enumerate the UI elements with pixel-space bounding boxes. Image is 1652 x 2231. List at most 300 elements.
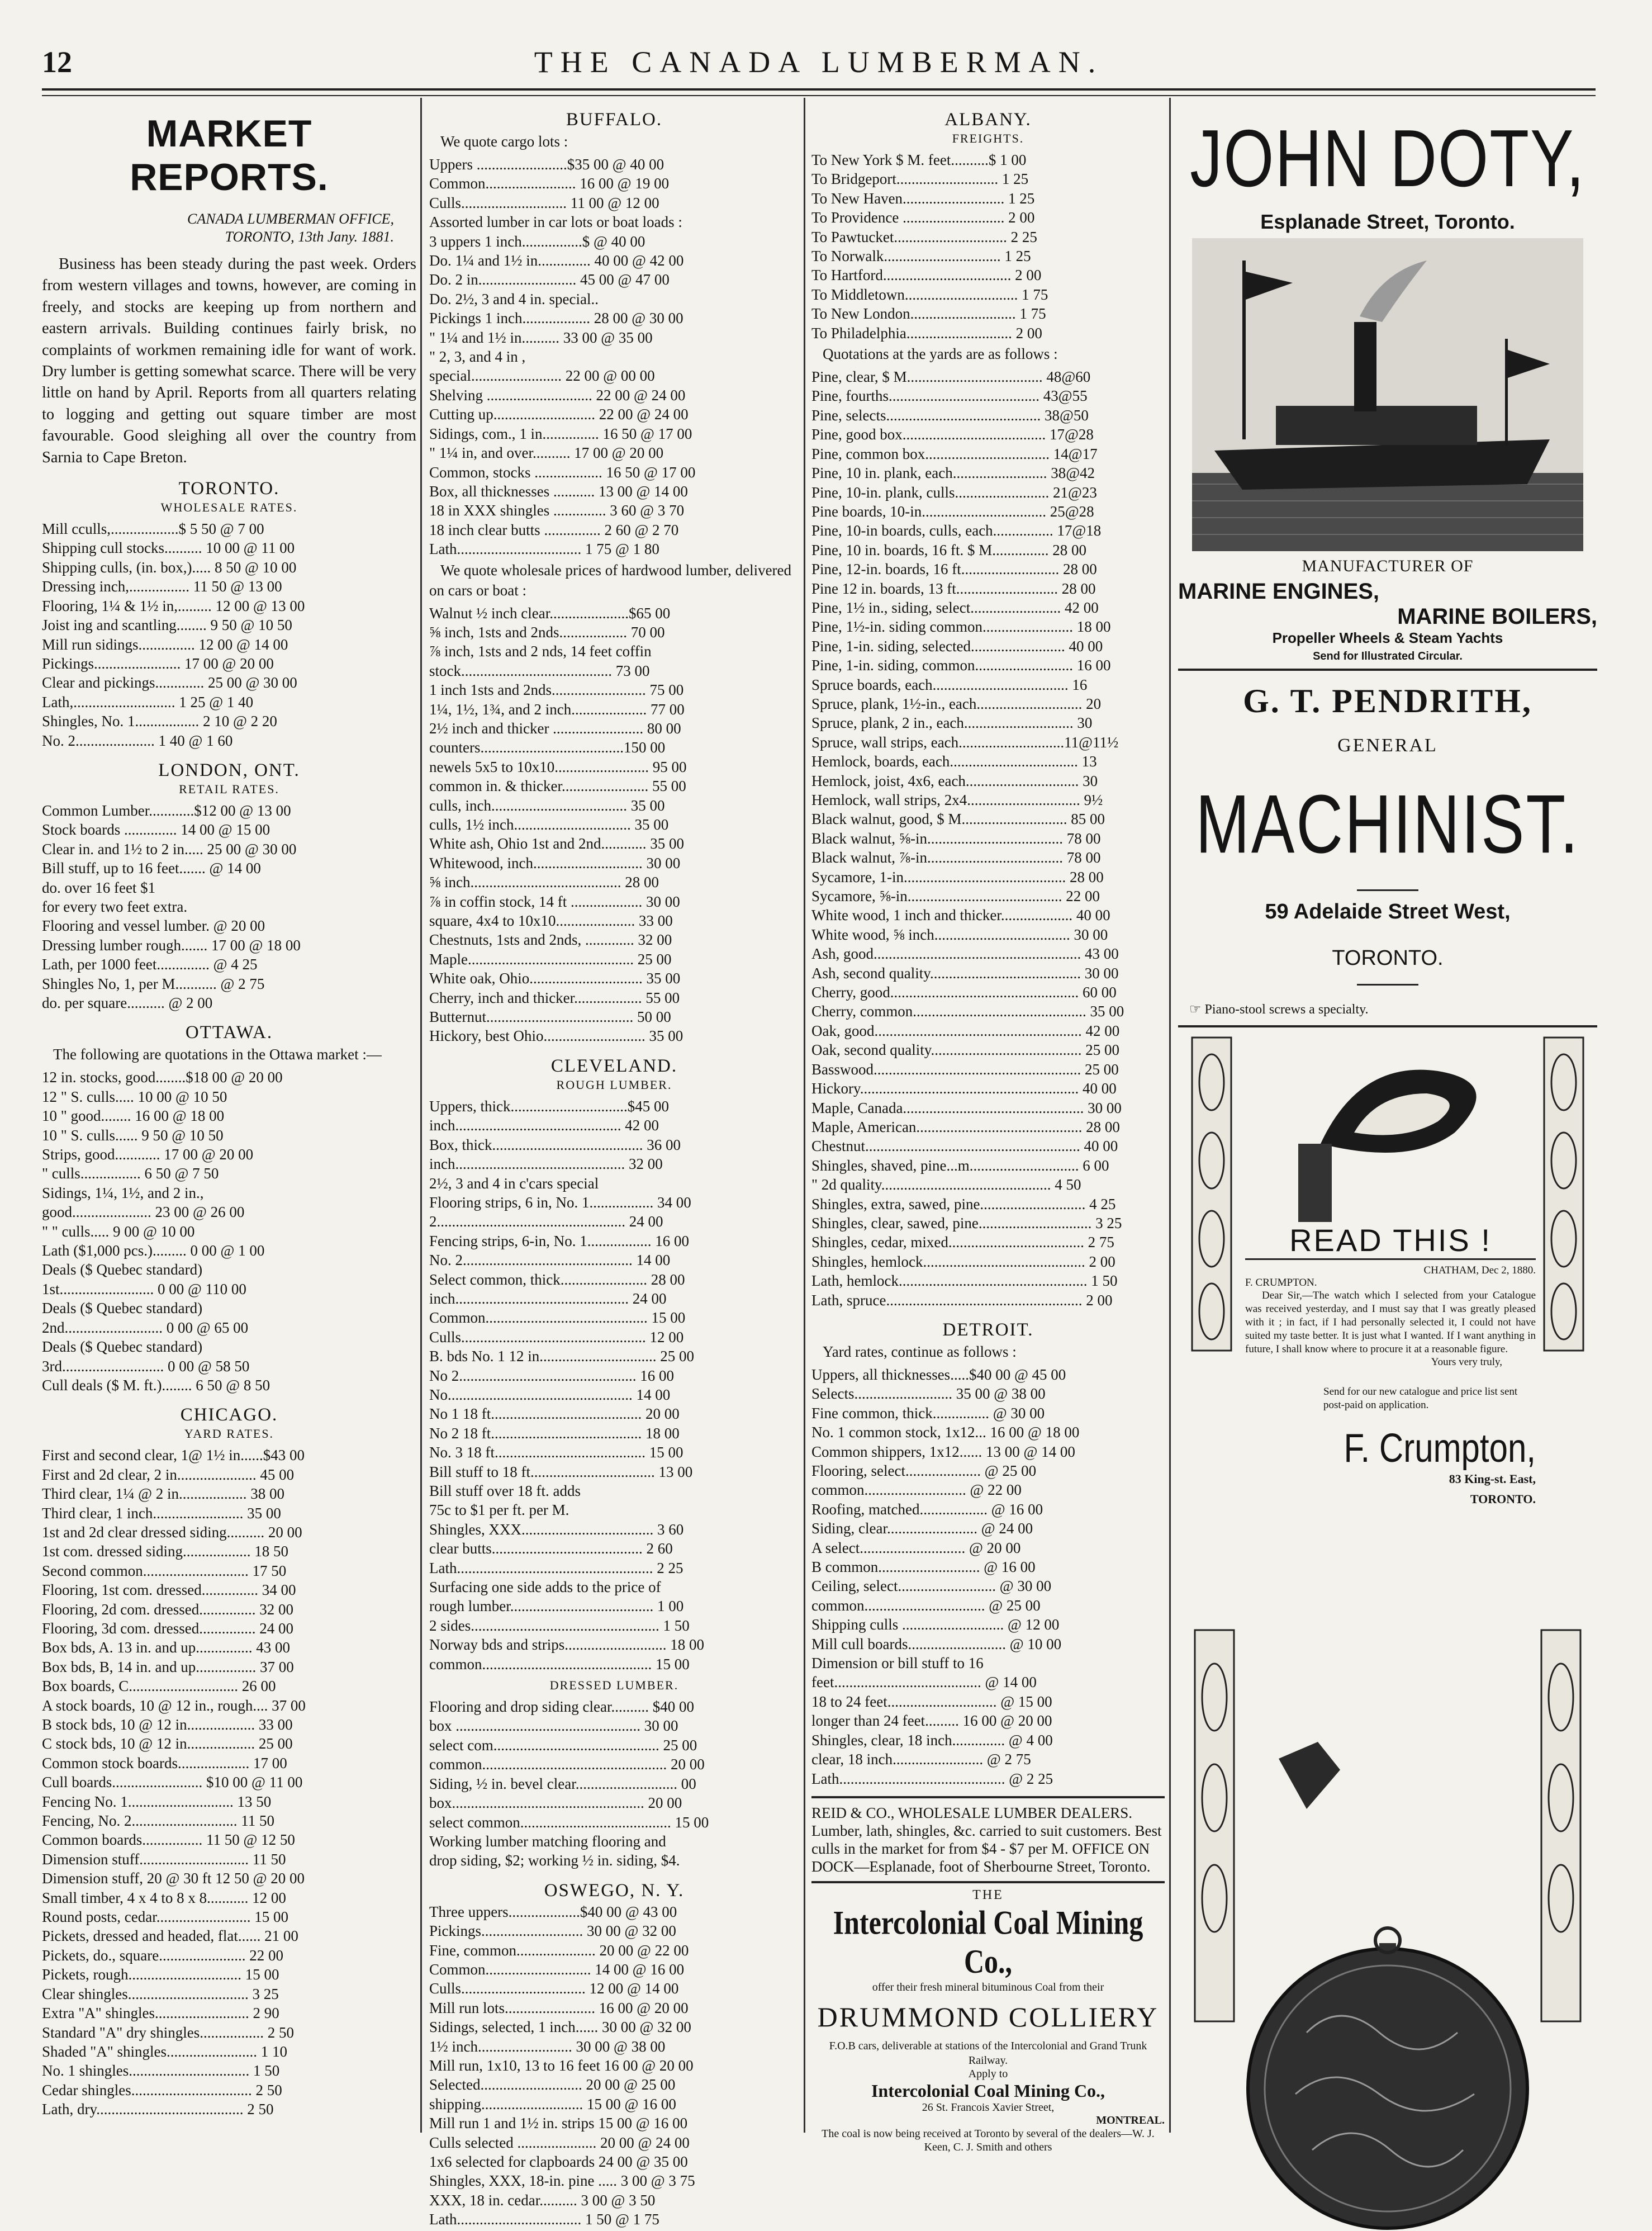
price-row: Fencing strips, 6-in, No. 1................. 16 00 — [429, 1232, 689, 1249]
price-row: Shingles, No. 1................. 2 10 @ 2 20 — [42, 713, 277, 730]
price-row: Extra "A" shingles......................... 2 90 — [42, 2005, 279, 2022]
price-row: Roofing, matched.................. @ 16 00 — [811, 1500, 1043, 1518]
price-row: do. per square.......... @ 2 00 — [42, 994, 213, 1011]
price-row: Common boards................ 11 50 @ 12 50 — [42, 1831, 295, 1849]
price-row: Pine, 10-in. plank, culls......................... 21@23 — [811, 484, 1097, 501]
price-row: A select............................ @ 20 00 — [811, 1539, 1021, 1556]
price-row: ⅞ inch, 1sts and 2 nds, 14 feet coffin — [429, 643, 652, 660]
toronto-rates — [42, 519, 416, 750]
price-row: common........................... @ 22 00 — [811, 1481, 1022, 1499]
price-row: " 2d quality............................................. 4 50 — [811, 1176, 1081, 1193]
price-row: Standard "A" dry shingles................. 2 50 — [42, 2024, 295, 2041]
price-row: 1st com. dressed siding.................. 18 50 — [42, 1543, 288, 1560]
price-row: common................................................. 20 00 — [429, 1756, 705, 1773]
price-row: Surfacing one side adds to the price of — [429, 1579, 661, 1596]
coal-advertisement: THE Intercolonial Coal Mining Co., offer their fresh mineral bituminous Coal from their DRUMMOND COLLIERY F.O.B cars, deliverable at stations of the Intercolonial and Grand Trunk Railway. Apply to Intercolonial Coal Mining Co., 26 St. Francois Xavier Street, MONTREAL. The coal is now being received at Toronto by several of the dealers—W. J. Keen, C. J. Smith and others — [811, 1888, 1165, 2154]
price-row: Shingles, XXX................................... 3 60 — [429, 1521, 684, 1538]
price-row: common................................ @ 25 00 — [811, 1597, 1041, 1614]
price-row: Lath, dry....................................... 2 50 — [42, 2101, 274, 2118]
price-row: Bill stuff to 18 ft................................. 13 00 — [429, 1463, 693, 1480]
price-row: Deals ($ Quebec standard) — [42, 1300, 203, 1317]
price-row: White oak, Ohio.............................. 35 00 — [429, 970, 681, 987]
price-row: inch............................................ 42 00 — [429, 1117, 659, 1134]
price-row: Dimension stuff, 20 @ 30 ft 12 50 @ 20 00 — [42, 1870, 305, 1887]
crumpton-name: F. Crumpton, — [1344, 1425, 1536, 1471]
price-row: To Providence ........................... 2 00 — [811, 209, 1035, 226]
price-row: Black walnut, good, $ M............................ 85 00 — [811, 811, 1105, 828]
price-row: Ceiling, select.......................... @ 30 00 — [811, 1578, 1052, 1595]
price-row: Culls............................ 11 00 @ 12 00 — [429, 194, 659, 211]
price-row: 3 uppers 1 inch................$ @ 40 00 — [429, 233, 645, 250]
price-row: inch.............................................. 24 00 — [429, 1290, 667, 1307]
price-row: Selected........................... 20 00 @ 25 00 — [429, 2076, 676, 2093]
price-row: Pickings........................... 30 00 @ 32 00 — [429, 1922, 676, 1940]
price-row: Cedar shingles................................ 2 50 — [42, 2081, 282, 2099]
price-row: " 1¼ in, and over.......... 17 00 @ 20 00 — [429, 444, 664, 462]
price-row: 18 in XXX shingles .............. 3 60 @ 3 70 — [429, 502, 685, 519]
price-row: Round posts, cedar......................... 15 00 — [42, 1908, 288, 1926]
price-row: Dressing lumber rough....... 17 00 @ 18 00 — [42, 936, 301, 954]
price-row: Sidings, selected, 1 inch...... 30 00 @ 32 00 — [429, 2019, 691, 2036]
price-row: 2½ inch and thicker ........................ 80 00 — [429, 719, 681, 737]
price-row: Maple, American............................................ 28 00 — [811, 1118, 1120, 1135]
price-row: To Bridgeport........................... 1 25 — [811, 170, 1029, 188]
price-row: 2½, 3 and 4 in c'cars special — [429, 1174, 599, 1192]
price-row: Black walnut, ⅞-in.................................... 78 00 — [811, 849, 1101, 866]
divider — [811, 1796, 1165, 1798]
price-row: Pine, 10 in. plank, each......................... 38@42 — [811, 465, 1095, 482]
price-row: No................................................. 14 00 — [429, 1386, 671, 1403]
price-row: Norway bds and strips........................... 18 00 — [429, 1636, 704, 1654]
column-rule — [420, 98, 422, 2133]
price-row: White wood, ⅝ inch.................................... 30 00 — [811, 926, 1108, 943]
price-row: Spruce, wall strips, each............................11@11½ — [811, 733, 1119, 751]
price-row: Lath, spruce.................................................... 2 00 — [811, 1291, 1113, 1309]
albany-heading: ALBANY. — [944, 110, 1032, 130]
price-row: 12 in. stocks, good........$18 00 @ 20 00 — [42, 1069, 283, 1086]
buffalo-heading: BUFFALO. — [566, 110, 663, 130]
price-row: counters......................................150 00 — [429, 739, 666, 756]
oswego-heading: OSWEGO, N. Y. — [544, 1880, 685, 1901]
price-row: Fencing, No. 2............................ 11 50 — [42, 1812, 274, 1830]
cleveland-heading: CLEVELAND. — [550, 1055, 678, 1076]
price-row: Pine, selects......................................... 38@50 — [811, 406, 1089, 424]
pendrith-name: G. T. PENDRITH, — [1243, 683, 1532, 719]
doty-name: JOHN DOTY, — [1190, 112, 1585, 204]
price-row: To New Haven........................... 1 25 — [811, 190, 1035, 207]
price-row: Mill cculls,..................$ 5 50 @ 7 00 — [42, 520, 264, 538]
price-row: " " culls..... 9 00 @ 10 00 — [42, 1223, 195, 1240]
price-row: Cull boards........................ $10 00 @ 11 00 — [42, 1774, 303, 1791]
price-row: ⅝ inch........................................ 28 00 — [429, 874, 659, 891]
price-row: Bill stuff over 18 ft. adds — [429, 1482, 581, 1499]
price-row: Shingles, clear, 18 inch.............. @ 4 00 — [811, 1731, 1053, 1749]
price-row: Shingles, extra, sawed, pine............................ 4 25 — [811, 1195, 1116, 1212]
price-row: rough lumber...................................... 1 00 — [429, 1598, 684, 1615]
price-row: Pickings 1 inch.................. 28 00 @ 30 00 — [429, 310, 683, 327]
london-subheading: RETAIL RATES. — [179, 781, 279, 796]
toronto-heading: TORONTO. — [178, 479, 280, 499]
price-row: Dimension stuff............................. 11 50 — [42, 1850, 286, 1868]
price-row: Joist ing and scantling........ 9 50 @ 10 50 — [42, 617, 292, 634]
price-row: Fine common, thick............... @ 30 00 — [811, 1404, 1045, 1422]
detroit-intro: Yard rates, continue as follows : — [823, 1343, 1017, 1360]
price-row: Pickets, rough.............................. 15 00 — [42, 1966, 279, 1983]
price-row: Flooring and drop siding clear.......... $40 00 — [429, 1698, 694, 1716]
price-row: shipping........................... 15 00 @ 16 00 — [429, 2095, 676, 2112]
price-row: 1x6 selected for clapboards 24 00 @ 35 00 — [429, 2153, 688, 2170]
price-row: Flooring, 2d com. dressed............... 32 00 — [42, 1600, 293, 1618]
price-row: good..................... 23 00 @ 26 00 — [42, 1204, 245, 1221]
price-row: No. 2..................... 1 40 @ 1 60 — [42, 732, 233, 749]
price-row: Mill cull boards.......................... @ 10 00 — [811, 1635, 1062, 1652]
price-row: Flooring, 1¼ & 1½ in,......... 12 00 @ 13 00 — [42, 597, 305, 614]
price-row: common in. & thicker....................... 55 00 — [429, 778, 686, 795]
price-row: Oak, good....................................................... 42 00 — [811, 1022, 1120, 1039]
price-row: Pine boards, 10-in................................. 25@28 — [811, 503, 1094, 520]
price-row: 10 " S. culls...... 9 50 @ 10 50 — [42, 1126, 224, 1144]
price-row: select com............................................ 25 00 — [429, 1736, 697, 1754]
price-row: Box, all thicknesses ........... 13 00 @ 14 00 — [429, 482, 688, 500]
price-row: Mill run lots........................ 16 00 @ 20 00 — [429, 1999, 689, 2016]
price-row: Mill run, 1x10, 13 to 16 feet 16 00 @ 20 00 — [429, 2057, 694, 2074]
price-row: Shipping culls, (in. box,)..... 8 50 @ 10 00 — [42, 558, 297, 576]
price-row: Culls................................. 12 00 @ 14 00 — [429, 1980, 679, 1997]
reid-advertisement: REID & CO., WHOLESALE LUMBER DEALERS. Lumber, lath, shingles, &c. carried to suit customers. Best culls in the market for from $4 - $7 per M. OFFICE ON DOCK—Esplanade, foot of Sherbourne Street, Toronto. — [811, 1804, 1162, 1875]
detroit-rates — [811, 1365, 1165, 1788]
price-row: Shingles No, 1, per M........... @ 2 75 — [42, 975, 265, 992]
cleveland-dressed-rates — [429, 1697, 799, 1870]
price-row: Three uppers...................$40 00 @ 43 00 — [429, 1903, 677, 1920]
price-row: 2nd.......................... 0 00 @ 65 00 — [42, 1319, 249, 1336]
price-row: common............................................. 15 00 — [429, 1655, 690, 1673]
pendrith-advertisement: G. T. PENDRITH, GENERAL MACHINIST. 59 Adelaide Street West, TORONTO. ☞ Piano-stool screws a specialty. — [1178, 682, 1597, 1017]
price-row: Sidings, 1¼, 1½, and 2 in., — [42, 1184, 204, 1201]
price-row: B. bds No. 1 12 in............................... 25 00 — [429, 1348, 695, 1365]
price-row: Lath,........................... 1 25 @ 1 40 — [42, 693, 254, 710]
testimonial-letter: Dear Sir,—The watch which I selected from your Catalogue was received yesterday, and I must say that I was greatly pleased with it ; in fact, if I had personally selected it, I could not have suited my taste better. It is just what I wanted. If I want anything in future, I shall know where to procure it at a reasonable figure. — [1245, 1290, 1536, 1355]
price-row: Lath................................. 1 50 @ 1 75 — [429, 2211, 659, 2228]
price-row: Deals ($ Quebec standard) — [42, 1338, 203, 1356]
price-row: Third clear, 1 inch........................ 35 00 — [42, 1504, 281, 1522]
price-row: Sycamore, ⅝-in......................................... 22 00 — [811, 888, 1100, 905]
price-row: Pickings....................... 17 00 @ 20 00 — [42, 655, 274, 672]
price-row: Mill run sidings............... 12 00 @ 14 00 — [42, 636, 288, 653]
price-row: Siding, clear........................ @ 24 00 — [811, 1520, 1033, 1537]
price-row: Hickory, best Ohio........................... 35 00 — [429, 1027, 683, 1045]
price-row: Box bds, A. 13 in. and up............... 43 00 — [42, 1639, 291, 1656]
price-row: White wood, 1 inch and thicker................... 40 00 — [811, 907, 1110, 924]
ottawa-rates — [42, 1068, 416, 1395]
detroit-heading: DETROIT. — [942, 1319, 1034, 1340]
price-row: 18 inch clear butts ............... 2 60 @ 2 70 — [429, 521, 679, 538]
price-row: inch............................................. 32 00 — [429, 1155, 663, 1173]
price-row: Stock boards .............. 14 00 @ 15 00 — [42, 821, 270, 839]
price-row: Pine, clear, $ M.................................... 48@60 — [811, 368, 1091, 386]
price-row: Hemlock, wall strips, 2x4.............................. 9½ — [811, 792, 1103, 808]
price-row: Chestnuts, 1sts and 2nds, ............. 32 00 — [429, 931, 672, 949]
price-row: Uppers ........................$35 00 @ 40 00 — [429, 156, 664, 173]
price-row: To Middletown.............................. 1 75 — [811, 286, 1048, 303]
column-1 — [42, 106, 416, 2124]
cleveland-rates — [429, 1097, 799, 1674]
price-row: No 2 18 ft........................................ 18 00 — [429, 1424, 680, 1442]
market-reports-title: MARKET REPORTS. — [130, 112, 329, 198]
price-row: Shipping cull stocks.......... 10 00 @ 11 00 — [42, 539, 295, 557]
price-row: Whitewood, inch............................. 30 00 — [429, 854, 681, 871]
price-row: Maple............................................ 25 00 — [429, 950, 672, 968]
albany-quotations-intro: Quotations at the yards are as follows : — [823, 345, 1058, 363]
price-row: No. 1 shingles................................ 1 50 — [42, 2062, 280, 2080]
price-row: To New York $ M. feet..........$ 1 00 — [811, 151, 1027, 168]
price-row: Cull deals ($ M. ft.)........ 6 50 @ 8 50 — [42, 1376, 270, 1394]
price-row: clear butts........................................ 2 60 — [429, 1540, 673, 1557]
price-row: Pickets, do., square....................... 22 00 — [42, 1946, 283, 1964]
price-row: Pine, 10-in boards, culls, each................ 17@18 — [811, 522, 1102, 539]
price-row: Mill run 1 and 1½ in. strips 15 00 @ 16 00 — [429, 2115, 688, 2132]
price-row: Do. 1¼ and 1½ in.............. 40 00 @ 42 00 — [429, 252, 684, 269]
price-row: No 1 18 ft........................................ 20 00 — [429, 1405, 680, 1423]
price-row: Shingles, hemlock........................................... 2 00 — [811, 1253, 1115, 1270]
albany-subheading: FREIGHTS. — [952, 131, 1024, 145]
price-row: Oak, second quality........................................ 25 00 — [811, 1041, 1119, 1059]
price-row: Shelving ............................ 22 00 @ 24 00 — [429, 386, 686, 404]
price-row: Working lumber matching flooring and — [429, 1832, 666, 1850]
price-row: select common........................................ 15 00 — [429, 1813, 709, 1831]
price-row: Do. 2½, 3 and 4 in. special.. — [429, 290, 599, 307]
price-row: Common........................ 16 00 @ 19 00 — [429, 175, 670, 192]
price-row: No. 2............................................. 14 00 — [429, 1252, 671, 1269]
price-row: Shaded "A" shingles........................ 1 10 — [42, 2043, 288, 2060]
cleveland-subheading: ROUGH LUMBER. — [556, 1077, 672, 1092]
price-row: Pine, 12-in. boards, 16 ft.......................... 28 00 — [811, 561, 1097, 578]
price-row: clear, 18 inch........................ @ 2 75 — [811, 1751, 1031, 1768]
price-row: 1st and 2d clear dressed siding.......... 20 00 — [42, 1523, 302, 1541]
steamboat-illustration — [1191, 238, 1584, 551]
chicago-heading: CHICAGO. — [180, 1405, 278, 1425]
page-number: 12 — [42, 45, 72, 79]
price-row: Black walnut, ⅝-in.................................... 78 00 — [811, 830, 1101, 847]
price-row: Lath, hemlock.................................................. 1 50 — [811, 1272, 1118, 1290]
price-row: newels 5x5 to 10x10......................... 95 00 — [429, 758, 687, 775]
column-2 — [429, 106, 799, 2228]
price-row: To Philadelphia............................ 2 00 — [811, 324, 1042, 342]
price-row: To Hartford.................................. 2 00 — [811, 267, 1042, 284]
price-row: Flooring, 3d com. dressed............... 24 00 — [42, 1619, 293, 1637]
price-row: 1½ inch......................... 30 00 @ 38 00 — [429, 2038, 666, 2055]
price-row: Flooring, select.................... @ 25 00 — [811, 1462, 1037, 1479]
price-row: Spruce, plank, 2 in., each............................. 30 — [811, 714, 1093, 732]
price-row: Pine, common box................................. 14@17 — [811, 445, 1098, 462]
price-row: Sycamore, 1-in........................................... 28 00 — [811, 868, 1104, 885]
london-rates — [42, 801, 416, 1012]
price-row: B stock bds, 10 @ 12 in.................. 33 00 — [42, 1716, 293, 1733]
price-row: Box bds, B, 14 in. and up................ 37 00 — [42, 1658, 294, 1675]
price-row: 75c to $1 per ft. per M. — [429, 1501, 569, 1519]
price-row: Pine, good box...................................... 17@28 — [811, 426, 1094, 443]
price-row: First and second clear, 1@ 1½ in......$43 00 — [42, 1447, 305, 1464]
price-row: Clear and pickings............. 25 00 @ 30 00 — [42, 674, 297, 691]
price-row: Selects.......................... 35 00 @ 38 00 — [811, 1385, 1046, 1403]
price-row: Assorted lumber in car lots or boat loads : — [429, 214, 682, 231]
price-row: culls, inch.................................... 35 00 — [429, 797, 665, 814]
price-row: Cutting up........................... 22 00 @ 24 00 — [429, 406, 689, 423]
price-row: 2.................................................. 24 00 — [429, 1213, 663, 1230]
price-row: Cherry, inch and thicker.................. 55 00 — [429, 989, 680, 1006]
colliery-name: DRUMMOND COLLIERY — [817, 2001, 1159, 2033]
price-row: Do. 2 in.......................... 45 00 @ 47 00 — [429, 271, 670, 288]
column-rule — [804, 98, 805, 2133]
ottawa-heading: OTTAWA. — [185, 1022, 273, 1043]
price-row: Common............................ 14 00 @ 16 00 — [429, 1960, 685, 1978]
masthead: THE CANADA LUMBERMAN. — [534, 45, 1104, 79]
price-row: 3rd........................... 0 00 @ 58 50 — [42, 1357, 250, 1375]
price-row: " 1¼ and 1½ in.......... 33 00 @ 35 00 — [429, 329, 653, 346]
price-row: Clear in. and 1½ to 2 in..... 25 00 @ 30 00 — [42, 840, 297, 858]
price-row: White ash, Ohio 1st and 2nd............ 35 00 — [429, 835, 684, 852]
price-row: To Norwalk............................... 1 25 — [811, 248, 1031, 265]
price-row: Select common, thick....................... 28 00 — [429, 1271, 685, 1288]
price-row: Lath.................................................... 2 25 — [429, 1559, 683, 1576]
price-row: Chestnut......................................................... 40 00 — [811, 1138, 1118, 1155]
price-row: Pine, 1-in. siding, selected......................... 40 00 — [811, 637, 1103, 655]
price-row: Spruce, plank, 1½-in., each............................ 20 — [811, 695, 1102, 712]
price-row: Flooring and vessel lumber. @ 20 00 — [42, 917, 265, 935]
price-row: Ash, good....................................................... 43 00 — [811, 945, 1119, 963]
price-row: Pine, 1½ in., siding, select........................ 42 00 — [811, 599, 1099, 616]
price-row: Dressing inch,................ 11 50 @ 13 00 — [42, 578, 282, 595]
price-row: for every two feet extra. — [42, 898, 188, 915]
ottawa-intro: The following are quotations in the Ottawa market :— — [53, 1046, 382, 1063]
crumpton-advertisement: READ THIS ! CHATHAM, Dec 2, 1880. F. CRUMPTON. Dear Sir,—The watch which I selected from your Catalogue was received yesterday, and I must say that I was greatly pleased with it ; in fact, if I had personally selected it, I could not have suited my taste better. It is just what I wanted. If I want anything in future, I shall know where to procure it at a reasonable figure. Yours very truly, Send for our new catalogue and price list sent post-paid on application. F. Crumpton, 83 King-st. East, TORONTO. — [1178, 1038, 1597, 2228]
price-row: drop siding, $2; working ½ in. siding, $4. — [429, 1852, 680, 1869]
price-row: Hemlock, joist, 4x6, each.............................. 30 — [811, 772, 1098, 789]
buffalo-rates — [429, 155, 799, 559]
column-4-ads — [1178, 106, 1597, 2124]
oswego-rates — [429, 1902, 799, 2229]
price-row: ⅞ in coffin stock, 14 ft ................... 30 00 — [429, 893, 680, 910]
price-row: Strips, good............ 17 00 @ 20 00 — [42, 1146, 254, 1163]
doty-advertisement: JOHN DOTY, Esplanade Street, Toronto. MANUFACTURER OF MARINE ENGINES, MARINE BOILERS, Propeller Wheels & Steam Yachts Send for Illustrated Circular. — [1178, 121, 1597, 663]
price-row: Common stock boards................... 17 00 — [42, 1754, 287, 1771]
buffalo-hardwood-rates — [429, 604, 799, 1046]
buffalo-intro: We quote cargo lots : — [440, 133, 568, 150]
price-row: Small timber, 4 x 4 to 8 x 8........... 12 00 — [42, 1889, 286, 1906]
price-row: Clear shingles................................ 3 25 — [42, 1985, 279, 2002]
price-row: Common shippers, 1x12...... 13 00 @ 14 00 — [811, 1443, 1075, 1460]
price-row: box................................................... 20 00 — [429, 1794, 682, 1812]
price-row: square, 4x4 to 10x10..................... 33 00 — [429, 912, 673, 930]
price-row: Lath............................................ @ 2 25 — [811, 1770, 1053, 1787]
price-row: 2 sides.................................................. 1 50 — [429, 1617, 690, 1634]
price-row: To New London............................ 1 75 — [811, 305, 1046, 323]
price-row: Common, stocks .................. 16 50 @ 17 00 — [429, 463, 696, 481]
price-row: Common Lumber............$12 00 @ 13 00 — [42, 802, 291, 819]
price-row: Pine, fourths........................................ 43@55 — [811, 387, 1088, 405]
price-row: Third clear, 1¼ @ 2 in.................. 38 00 — [42, 1485, 284, 1503]
price-row: ⅝ inch, 1sts and 2nds.................. 70 00 — [429, 623, 665, 641]
price-row: culls, 1½ inch............................... 35 00 — [429, 816, 669, 833]
price-row: 1¼, 1½, 1¾, and 2 inch.................... 77 00 — [429, 700, 685, 718]
price-row: 1 inch 1sts and 2nds......................... 75 00 — [429, 681, 684, 699]
price-row: Siding, ½ in. bevel clear........................... 00 — [429, 1775, 696, 1792]
price-row: No. 3 18 ft........................................ 15 00 — [429, 1444, 683, 1461]
price-row: Culls selected ..................... 20 00 @ 24 00 — [429, 2134, 690, 2151]
price-row: Pickets, dressed and headed, flat...... 21 00 — [42, 1927, 298, 1945]
price-row: To Pawtucket.............................. 2 25 — [811, 228, 1037, 245]
chicago-rates — [42, 1446, 416, 2119]
price-row: Cherry, good.................................................. 60 00 — [811, 984, 1117, 1001]
albany-rates — [811, 367, 1165, 1310]
price-row: Walnut ½ inch clear.....................$65 00 — [429, 604, 671, 622]
price-row: Ash, second quality........................................ 30 00 — [811, 964, 1119, 982]
price-row: Culls................................................. 12 00 — [429, 1328, 684, 1346]
price-row: special........................ 22 00 @ 00 00 — [429, 367, 655, 385]
price-row: Dimension or bill stuff to 16 — [811, 1655, 984, 1672]
price-row: B common........................... @ 16 00 — [811, 1559, 1036, 1576]
price-row: 1st......................... 0 00 @ 110 00 — [42, 1280, 246, 1297]
price-row: A stock boards, 10 @ 12 in., rough.... 37 00 — [42, 1697, 306, 1714]
price-row: Common........................................... 15 00 — [429, 1309, 686, 1327]
price-row: XXX, 18 in. cedar.......... 3 00 @ 3 50 — [429, 2191, 656, 2209]
price-row: stock........................................ 73 00 — [429, 662, 650, 679]
price-row: " 2, 3, and 4 in , — [429, 348, 526, 366]
price-row: Deals ($ Quebec standard) — [42, 1261, 203, 1278]
price-row: longer than 24 feet......... 16 00 @ 20 00 — [811, 1712, 1052, 1730]
chicago-subheading: YARD RATES. — [184, 1427, 274, 1441]
page-header — [42, 39, 1596, 89]
price-row: Bill stuff, up to 16 feet....... @ 14 00 — [42, 860, 261, 877]
price-row: Pine, 1½-in. siding common........................ 18 00 — [811, 618, 1111, 636]
london-heading: LONDON, ONT. — [158, 760, 300, 780]
price-row: Lath ($1,000 pcs.)......... 0 00 @ 1 00 — [42, 1242, 265, 1259]
price-row: No 2............................................... 16 00 — [429, 1367, 674, 1384]
price-row: Basswood....................................................... 25 00 — [811, 1060, 1119, 1078]
divider — [1178, 669, 1597, 671]
albany-freights — [811, 150, 1165, 343]
price-row: Second common............................ 17 50 — [42, 1562, 287, 1579]
price-row: C stock bds, 10 @ 12 in.................. 25 00 — [42, 1735, 293, 1752]
price-row: Uppers, thick...............................$45 00 — [429, 1097, 669, 1115]
dateline: CANADA LUMBERMAN OFFICE, TORONTO, 13th Jany. 1881. — [187, 211, 394, 245]
column-3 — [811, 106, 1165, 2153]
price-row: box ................................................. 30 00 — [429, 1717, 678, 1735]
read-this-heading: READ THIS ! — [1245, 1222, 1536, 1260]
price-row: Flooring strips, 6 in, No. 1................. 34 00 — [429, 1193, 691, 1211]
price-row: Fine, common..................... 20 00 @ 22 00 — [429, 1941, 689, 1959]
price-row: 10 " good........ 16 00 @ 18 00 — [42, 1107, 225, 1125]
price-row: Flooring, 1st com. dressed............... 34 00 — [42, 1581, 296, 1599]
price-row: 12 " S. culls..... 10 00 @ 10 50 — [42, 1088, 227, 1105]
toronto-subheading: WHOLESALE RATES. — [160, 500, 298, 515]
price-row: 18 to 24 feet............................. @ 15 00 — [811, 1693, 1052, 1710]
price-row: Lath................................. 1 75 @ 1 80 — [429, 541, 659, 558]
price-row: Pine, 1-in. siding, common.......................... 16 00 — [811, 657, 1111, 674]
market-intro: Business has been steady during the past week. Orders from western villages and towns, however, are coming in freely, and stocks are keeping up from northern and eastern arrivals. Building continues fairly brisk, no complaints of workmen remaining idle for want of work. Dry lumber is getting somewhat scarce. There will be very little on hand by April. Reports from all quarters relating to logging and getting out square timber are most favourable. Good sleighing all over the country from Sarnia to Cape Breton. — [42, 255, 416, 466]
price-row: Pine 12 in. boards, 13 ft........................... 28 00 — [811, 580, 1096, 597]
price-row: Shingles, cedar, mixed.................................... 2 75 — [811, 1234, 1114, 1251]
price-row: " culls................ 6 50 @ 7 50 — [42, 1165, 219, 1182]
price-row: Shipping culls ........................... @ 12 00 — [811, 1616, 1060, 1633]
cleveland-dressed-subheading: DRESSED LUMBER. — [549, 1678, 679, 1693]
price-row: Uppers, all thicknesses.....$40 00 @ 45 00 — [811, 1366, 1066, 1383]
price-row: Fencing No. 1............................ 13 50 — [42, 1793, 272, 1810]
price-row: Hickory.......................................................... 40 00 — [811, 1080, 1117, 1097]
price-row: Butternut....................................... 50 00 — [429, 1008, 671, 1026]
price-row: Hemlock, boards, each.................................. 13 — [811, 753, 1097, 770]
pocket-watch-illustration — [1195, 1630, 1580, 2228]
price-row: Lath, per 1000 feet.............. @ 4 25 — [42, 956, 258, 973]
